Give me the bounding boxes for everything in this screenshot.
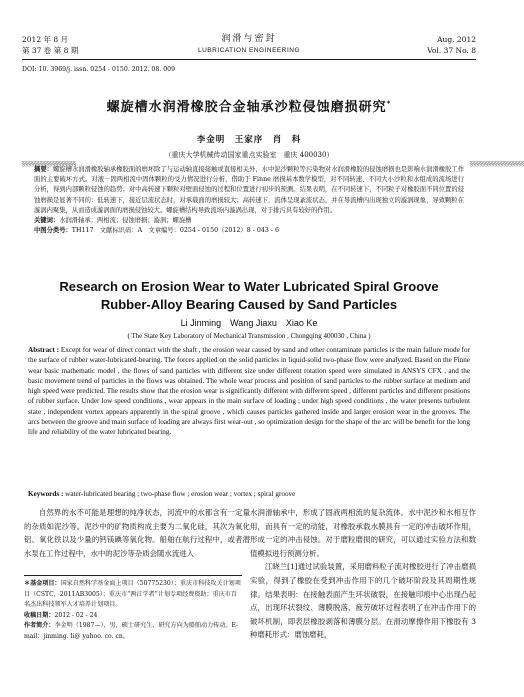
volume-en: Vol. 37 No. 8 bbox=[427, 46, 476, 55]
volume-cn: 第 37 卷 第 8 期 bbox=[22, 46, 79, 55]
affiliation-en: ( The State Key Laboratory of Mechanical Transmission , Chongqing 400030 , China ) bbox=[127, 332, 371, 340]
abstract-cn-label: 摘要： bbox=[34, 166, 53, 173]
fund-text: 国家自然科学基金面上项目（50775230）；重庆市科技攻关计划项目（CSTC，2011AB3005）；重庆市“两江学者”计划专项经费资助；重庆市百名杰出科技领军人才培养计划项目。 bbox=[24, 580, 241, 608]
issue-date-en: Aug. 2012 bbox=[437, 35, 476, 44]
title-cn-text: 螺旋槽水润滑橡胶合金轴承沙粒侵蚀磨损研究 bbox=[106, 100, 387, 115]
keywords-cn: 水润滑轴承；两相流；侵蚀磨损；漩涡；螺旋槽 bbox=[59, 217, 192, 225]
doi: DOI: 10. 3969/j. issn. 0254 - 0150. 2012. 08. 009 bbox=[22, 66, 176, 73]
abstract-en-text: Except for wear of direct contact with the shaft , the erosion wear caused by sand and other contaminate particles is the main failure mode for the surface of rubber water-lubricated-bearing. The forces applied on the solid particles in liquid-solid two-phase flow were analyzed. Based on the Finne wear basic mathematic model , the flows of sand particles with different size under different rotation speed were simulated in ANSYS CFX , and the basic movement trend of particles in the flows was obtained. The whole wear process and position of sand particles to the rubber surface at medium and high speed were predicted. The results show that the erosion wear is significantly different with different speed , different particles and different positions of rubber surface. Under low speed conditions , wear appears in the main surface of loading ; under high speed conditions , the water presents turbulent state , independent vortex appears apparently in the spiral groove , which causes particles gathered inside and larger erosion wear in the grooves. The arcs between the groove and main surface of loading are always first wear-out , so optimization design for the shape of the arc will be benefit for the long life and reliability of the water lubricated bearing. bbox=[28, 346, 471, 437]
abstract-en bbox=[28, 345, 470, 438]
keywords-en-line bbox=[28, 490, 470, 498]
issue-info-en bbox=[427, 34, 476, 56]
author-bio-label: 作者简介： bbox=[24, 622, 55, 629]
authors-cn: 李金明 王家序 肖 科 bbox=[196, 135, 302, 145]
fund-label: ＊基金项目： bbox=[24, 580, 61, 587]
footnote bbox=[24, 575, 242, 642]
fund-mark: * bbox=[386, 99, 392, 108]
journal-name-cn: 润滑与密封 bbox=[221, 34, 277, 44]
body-column-right bbox=[250, 506, 476, 642]
authors-en: Li Jinming Wang Jiaxu Xiao Ke bbox=[180, 318, 318, 328]
classification: TH117 文献标识码：A 文章编号：0254 - 0150（2012）8 - 043 - 6 bbox=[71, 227, 279, 235]
abstract-en-label: Abstract : bbox=[28, 346, 60, 354]
keywords-cn-label: 关键词： bbox=[34, 217, 60, 225]
keywords-en: water-lubricated bearing ; two-phase flow ; erosion wear ; vortex ; spiral groove bbox=[65, 490, 296, 498]
running-header bbox=[22, 34, 476, 60]
body-column-left bbox=[24, 506, 250, 560]
title-en-line2: Rubber-Alloy Bearing Caused by Sand Particles bbox=[100, 297, 398, 312]
title-en-line1: Research on Erosion Wear to Water Lubricated Spiral Groove bbox=[59, 279, 439, 294]
abstract-cn-box bbox=[22, 161, 524, 262]
author-bio: 李金明（1987—），男，硕士研究生，研究方向为船舶动力传动。E-mail：jinming. li@ yahoo. co. cn。 bbox=[24, 622, 239, 640]
author-note bbox=[24, 621, 242, 642]
abstract-cn-text: 螺旋槽水润滑橡胶轴承橡胶面的磨坏除了与运动轴直接接触或直接相关外，水中泥沙颗粒等污染物对水润滑橡胶的侵蚀磨损也是影响水润滑橡胶工作面的主要破坏方式。对液－固两相流中固体颗粒的受力情况进行分析，借助于 Finne 磨损基本数学模型，对不同转速、不同大小沙粒和水组成的流场进行分析，得到内部颗粒侵蚀的趋势；对中高转速下颗粒对壁面侵蚀的过程和位置进行初步的预测。结果表明，在不同转速下，不同粒子对橡胶面不同位置的侵蚀磨损是显著不同的：低转速下，接近层流状态时，对承载面的磨损较大；高转速下，流体呈现紊流状态，并在导流槽内出现独立的漩涡现象，导致颗粒在漩涡内聚集，从而造成漩涡面的磨损侵蚀较大。螺旋槽结构导致流场内漩涡出现，对于排污具有较好的作用。 bbox=[34, 166, 465, 214]
issue-date-cn: 2012 年 8 月 bbox=[22, 35, 69, 44]
title-en bbox=[0, 278, 498, 314]
keywords-en-label: Keywords : bbox=[28, 490, 64, 498]
received-note bbox=[24, 611, 242, 622]
decorative-border-right: §§§§§§§§§§§§§§§§§§ bbox=[470, 161, 524, 168]
body-paragraph: 江晓兰[1]通过试验装置，采用磨料粒子流对橡胶进行了冲击磨损实验，得到了橡胶在受到冲击作用下的几个破坏阶段及其周期性规律。结果表明：在接触表面产生环状破裂，在接触印痕中心出现凸起点，出现环状裂纹、薄膜脱落、疲劳破坏过程表明了在冲击作用下的破坏机制，即表层橡胶剥落和薄膜分层。在滑动摩擦作用下橡胶有 3 种磨耗形式：磨蚀磨耗， bbox=[250, 562, 476, 640]
body-paragraph: 自然界的水不可能是理想的纯净状态，河流中的水都含有一定量的杂质如泥沙等。泥沙中的矿物质构成主要为二氧化硅，其次为氧化铝、氧化铁以及少量的钙镁碘等氧化物。船舶在航行过程中，或者潜水泵在工作过程中，水中的泥沙等杂质会随水流进入 bbox=[24, 508, 250, 558]
classification-label: 中图分类号： bbox=[34, 227, 72, 235]
journal-name bbox=[22, 34, 476, 56]
fund-note bbox=[24, 579, 242, 611]
decorative-border-left: §§§§§§§§§§§§§§§§§§ bbox=[22, 161, 76, 168]
received-date: 2012 - 02 - 24 bbox=[54, 611, 98, 619]
affiliation-cn: （重庆大学机械传动国家重点实验室 重庆 400030） bbox=[164, 151, 334, 159]
title-cn bbox=[0, 96, 498, 115]
body-paragraph: 水润滑轴承中，形成了固液两相流的复杂流体。水中泥沙和水相互作用，而具有一定的动能，对橡胶承载水膜具有一定的冲击破坏作用，形成一定的冲击侵蚀。对于磨粒磨损的研究，可以通过实验方法和数值模拟进行预测分析。 bbox=[250, 508, 476, 558]
journal-name-en: LUBRICATION ENGINEERING bbox=[197, 47, 301, 54]
received-label: 收稿日期： bbox=[24, 611, 55, 619]
abstract-cn bbox=[34, 165, 464, 236]
